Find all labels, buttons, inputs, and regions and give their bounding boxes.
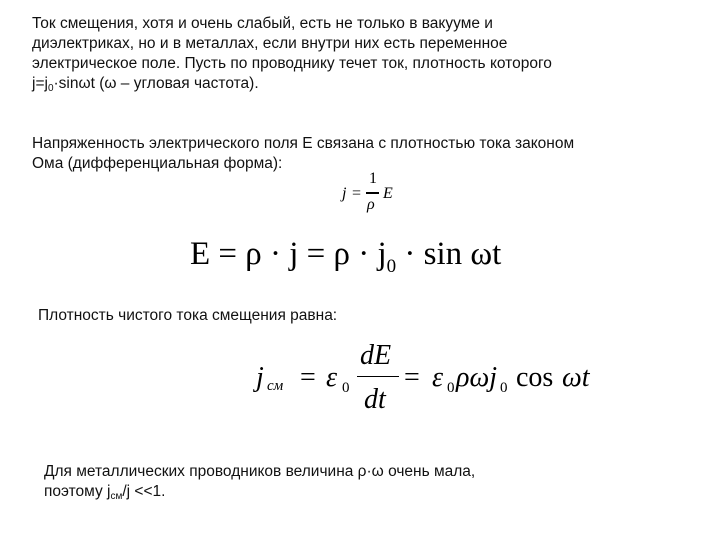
disp-epsilon-1: ε (326, 362, 338, 393)
disp-omega-t: ωt (562, 362, 590, 393)
field-formula-main: E = ρ · j = ρ · j (190, 236, 387, 272)
disp-epsilon-2: ε (432, 362, 444, 393)
conclusion-ratio-post: /j <<1. (122, 483, 166, 500)
conclusion-line-2 (44, 482, 475, 507)
field-formula (190, 228, 501, 293)
ohm-numerator: 1 (369, 170, 377, 187)
disp-j-subscript: см (267, 378, 284, 394)
disp-cos: cos (516, 362, 554, 393)
ohm-rhs: E (383, 185, 393, 202)
displacement-paragraph (38, 306, 337, 326)
ohm-lhs: j (342, 185, 347, 202)
disp-fraction-bar (357, 376, 399, 377)
current-density-rest: ·sinωt (ω – угловая частота). (53, 75, 259, 92)
disp-equals-1: = (300, 362, 316, 393)
displacement-formula (254, 340, 614, 420)
ohm-line-2: Ома (дифференциальная форма): (32, 155, 283, 172)
disp-epsilon-2-subscript: 0 (447, 380, 455, 396)
disp-frac-numerator: dE (360, 340, 392, 371)
intro-line-4 (32, 74, 552, 99)
intro-line-2: диэлектриках, но и в металлах, если внутри них есть переменное (32, 35, 508, 52)
intro-paragraph (32, 14, 552, 99)
field-formula-subscript: 0 (386, 256, 397, 277)
ohm-law-paragraph (32, 134, 574, 174)
disp-frac-denominator: dt (364, 384, 386, 415)
current-density-subscript: 0 (47, 83, 54, 94)
ohm-denominator: ρ (367, 196, 375, 213)
disp-j-0-subscript: 0 (500, 380, 508, 396)
displacement-text: Плотность чистого тока смещения равна: (38, 307, 338, 324)
disp-rho-omega-j: ρωj (456, 362, 497, 393)
disp-j: j (256, 362, 264, 393)
conclusion-ratio-pre: поэтому j (44, 483, 111, 500)
conclusion-line-1: Для металлических проводников величина ρ·ω очень мала, (44, 463, 476, 480)
disp-equals-2: = (404, 362, 420, 393)
disp-epsilon-1-subscript: 0 (342, 380, 350, 396)
ohm-law-formula (336, 170, 406, 220)
conclusion-paragraph (44, 462, 475, 507)
intro-line-3: электрическое поле. Пусть по проводнику течет ток, плотность которого (32, 55, 552, 72)
field-formula-tail: · sin ωt (396, 236, 502, 272)
intro-line-1: Ток смещения, хотя и очень слабый, есть не только в вакууме и (32, 15, 493, 32)
ohm-equals: = (352, 185, 362, 202)
current-density-lhs: j=j (32, 75, 48, 92)
ohm-fraction-bar (366, 192, 379, 194)
conclusion-ratio-subscript: см (110, 491, 123, 502)
ohm-line-1: Напряженность электрического поля Е связана с плотностью тока законом (32, 135, 575, 152)
